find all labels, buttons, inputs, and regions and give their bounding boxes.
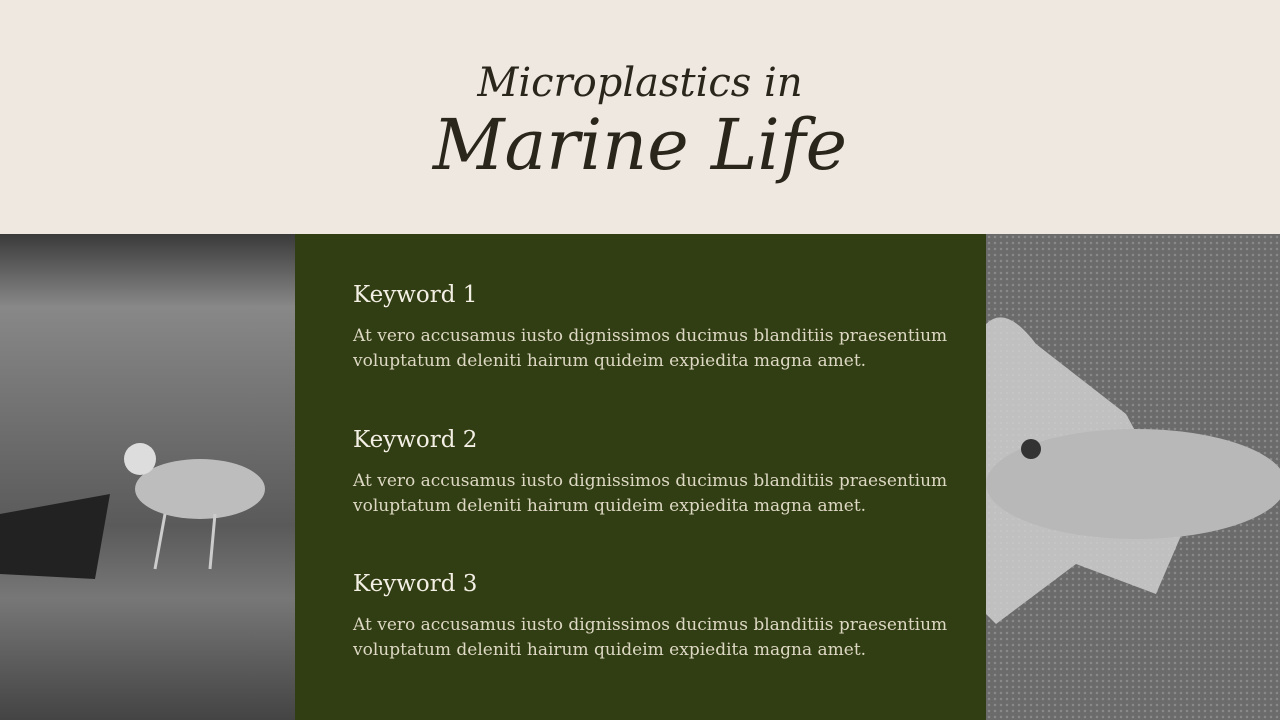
keyword-description: At vero accusamus iusto dignissimos ducimus blanditiis praesentium voluptatum deleniti hairum quideim expiedita magna amet. [353,326,948,371]
keyword-item [353,571,953,663]
keyword-description: At vero accusamus iusto dignissimos ducimus blanditiis praesentium voluptatum deleniti hairum quideim expiedita magna amet. [353,471,948,516]
keyword-heading: Keyword 1 [353,282,478,308]
seagull-plastic-photo [0,234,295,720]
keyword-item [353,282,953,374]
keyword-description: At vero accusamus iusto dignissimos ducimus blanditiis praesentium voluptatum deleniti hairum quideim expiedita magna amet. [353,615,948,660]
keywords-panel [295,234,986,720]
slide-title: Marine Life [432,104,848,186]
keyword-heading: Keyword 2 [353,427,478,453]
fish-in-plastic-photo [986,234,1280,720]
slide-header [0,0,1280,234]
keyword-item [353,427,953,519]
slide-subtitle: Microplastics in [477,60,803,106]
keyword-heading: Keyword 3 [353,571,478,597]
